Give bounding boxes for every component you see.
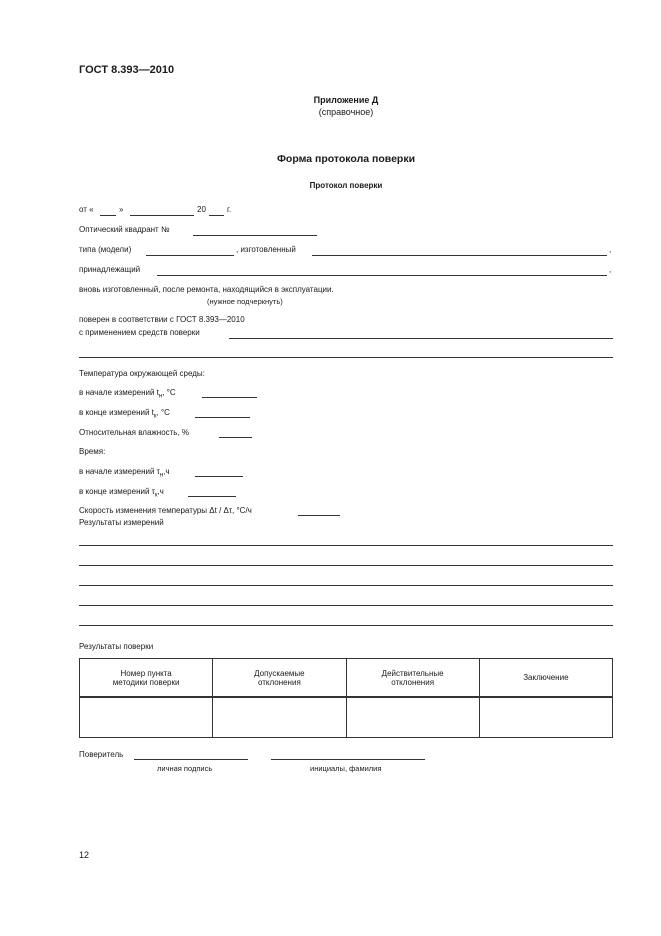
date-year-field[interactable] (209, 215, 224, 216)
belongs-label: принадлежащий (79, 265, 141, 274)
results-verify-label: Результаты поверки (79, 642, 154, 651)
results-measure-line-1[interactable] (79, 545, 613, 546)
state-options: вновь изготовленный, после ремонта, находящийся в эксплуатации. (79, 285, 334, 294)
time-start-label: в начале измерений $\tau_н,ч$ (79, 467, 170, 479)
date-month-field[interactable] (130, 215, 194, 216)
table-header-conclusion: Заключение (479, 659, 612, 698)
quadrant-number-field[interactable] (193, 235, 317, 236)
results-measure-line-2[interactable] (79, 565, 613, 566)
temp-end-label: в конце измерений $t_к$, °С (79, 408, 170, 420)
temp-start-label: в начале измерений $t_н$, °С (79, 388, 176, 400)
name-hint: инициалы, фамилия (310, 764, 382, 773)
means-field[interactable] (229, 338, 613, 339)
time-end-label: в конце измерений $\tau_к,ч$ (79, 487, 164, 499)
form-title: Форма протокола поверки (276, 153, 416, 165)
table-cell[interactable] (479, 697, 612, 738)
manufacturer-label: , изготовленный (236, 245, 296, 254)
means-field-continued[interactable] (79, 357, 613, 358)
rate-field[interactable] (298, 515, 340, 516)
date-year-label: 20 (197, 205, 206, 214)
signature-field[interactable] (134, 759, 248, 760)
standard-header: ГОСТ 8.393—2010 (79, 64, 175, 76)
state-hint: (нужное подчеркнуть) (207, 297, 283, 306)
manufacturer-field[interactable] (312, 255, 607, 256)
table-header-allowed-deviation: Допускаемые отклонения (213, 659, 346, 698)
type-model-label: типа (модели) (79, 245, 132, 254)
name-field[interactable] (271, 759, 425, 760)
date-g-label: г. (227, 205, 232, 214)
table-header-row (80, 659, 613, 698)
time-label: Время: (79, 447, 106, 456)
sign-hint: личная подпись (157, 764, 213, 773)
ambient-temp-label: Температура окружающей среды: (79, 369, 205, 378)
table-row (80, 697, 613, 738)
appendix-title: Приложение Д (313, 95, 379, 105)
results-measure-line-4[interactable] (79, 605, 613, 606)
date-day-field[interactable] (100, 215, 116, 216)
type-model-field[interactable] (146, 255, 234, 256)
table-cell[interactable] (346, 697, 479, 738)
humidity-label: Относительная влажность, % (79, 428, 190, 437)
page-number: 12 (79, 850, 90, 860)
rate-label: Скорость изменения температуры Δt / Δτ, °С/ч (79, 506, 252, 515)
results-measure-line-5[interactable] (79, 625, 613, 626)
table-cell[interactable] (80, 697, 213, 738)
time-end-field[interactable] (188, 496, 236, 497)
table-header-item-number: Номер пункта методики поверки (80, 659, 213, 698)
results-table (79, 658, 613, 738)
results-measure-line-3[interactable] (79, 585, 613, 586)
results-measure-label: Результаты измерений (79, 518, 164, 527)
protocol-title: Протокол поверки (309, 181, 383, 190)
quadrant-label: Оптический квадрант № (79, 225, 170, 234)
date-from-label: от « (79, 205, 94, 214)
belongs-field[interactable] (157, 275, 607, 276)
temp-end-field[interactable] (195, 417, 250, 418)
verified-label: поверен в соответствии с ГОСТ 8.393—2010 (79, 315, 245, 324)
verifier-label: Поверитель (79, 750, 124, 759)
date-close-label: » (119, 205, 124, 214)
humidity-field[interactable] (219, 437, 252, 438)
table-cell[interactable] (213, 697, 346, 738)
appendix-subtitle: (справочное) (318, 107, 374, 117)
means-label: с применением средств поверки (79, 328, 200, 337)
table-header-actual-deviation: Действительные отклонения (346, 659, 479, 698)
temp-start-field[interactable] (202, 397, 257, 398)
time-start-field[interactable] (195, 476, 243, 477)
